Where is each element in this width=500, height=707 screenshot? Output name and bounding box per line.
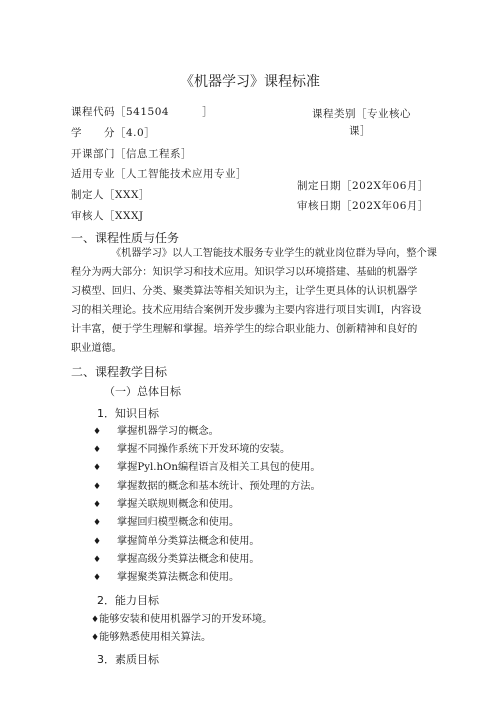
diamond-bullet-icon: ♦ [93,573,102,583]
knowledge-item: ♦ 掌握简单分类算法概念和使用。 [93,536,260,547]
knowledge-objective-heading: 1．知识目标 [97,407,159,420]
paragraph-line: 职业道德。 [71,343,122,354]
diamond-bullet-icon: ♦ [93,445,102,455]
page-title: 《机器学习》课程标准 [180,74,320,90]
review-date: 审核日期［202X年06月］ [297,200,429,212]
knowledge-item: ♦ 掌握回归模型概念和使用。 [93,517,240,528]
overall-objective-heading: （一）总体目标 [104,385,181,398]
course-code: 课程代码［541504 ］ [71,106,214,118]
ability-objective-heading: 2．能力目标 [97,594,159,607]
diamond-bullet-icon: ♦ [93,500,102,510]
made-date: 制定日期［202X年06月］ [297,180,429,192]
diamond-bullet-icon: ♦ [93,427,102,437]
diamond-bullet-icon: ♦ [91,615,100,625]
section-heading-nature: 一、课程性质与任务 [71,231,180,245]
diamond-bullet-icon: ♦ [93,555,102,565]
course-category-cont: 课］ [349,125,371,137]
course-category: 课程类别［专业核心 [312,108,411,120]
paragraph-line: 习模型、回归、分类、聚类算法等相关知识为主，让学生更具体的认识机器学 [71,286,418,297]
knowledge-item: ♦ 掌握数据的概念和基本统计、预处理的方法。 [93,481,321,492]
quality-objective-heading: 3．素质目标 [97,653,159,666]
diamond-bullet-icon: ♦ [93,537,102,547]
knowledge-item: ♦ 掌握高级分类算法概念和使用。 [93,554,260,565]
ability-item: ♦能够安装和使用机器学习的开发环境。 [91,614,273,625]
section-heading-objectives: 二、课程教学目标 [71,365,168,379]
diamond-bullet-icon: ♦ [93,518,102,528]
paragraph-line: 程分为两大部分：知识学习和技术应用。知识学习以环境搭建、基础的机器学 [71,267,418,278]
knowledge-item: ♦ 掌握不同操作系统下开发环境的安装。 [93,444,291,455]
paragraph-line: 《机器学习》以人工智能技术服务专业学生的就业岗位群为导向，整个课 [111,248,437,259]
credit: 学 分［4.0］ [71,127,156,139]
department: 开课部门［信息工程系］ [71,148,192,160]
course-nature-paragraph [71,244,447,358]
knowledge-item: ♦ 掌握聚类算法概念和使用。 [93,572,240,583]
author: 制定人［XXX］ [71,189,150,201]
ability-item: ♦能够熟悉使用相关算法。 [91,632,212,643]
reviewer: 审核人［XXXJ [71,210,144,222]
knowledge-item: ♦ 掌握Pyl.hOn编程语言及相关工具包的使用。 [93,462,321,473]
paragraph-line: 习的相关理论。技术应用结合案例开发步骤为主要内容进行项目实训I，内容设 [71,305,422,316]
diamond-bullet-icon: ♦ [93,482,102,492]
diamond-bullet-icon: ♦ [91,633,100,643]
knowledge-item: ♦ 掌握机器学习的概念。 [93,426,219,437]
diamond-bullet-icon: ♦ [93,463,102,473]
applicable-major: 适用专业［人工智能技术应用专业］ [71,168,247,180]
knowledge-item: ♦ 掌握关联规则概念和使用。 [93,499,240,510]
paragraph-line: 计丰富，便于学生理解和掌握。培养学生的综合职业能力、创新精神和良好的 [71,324,418,335]
